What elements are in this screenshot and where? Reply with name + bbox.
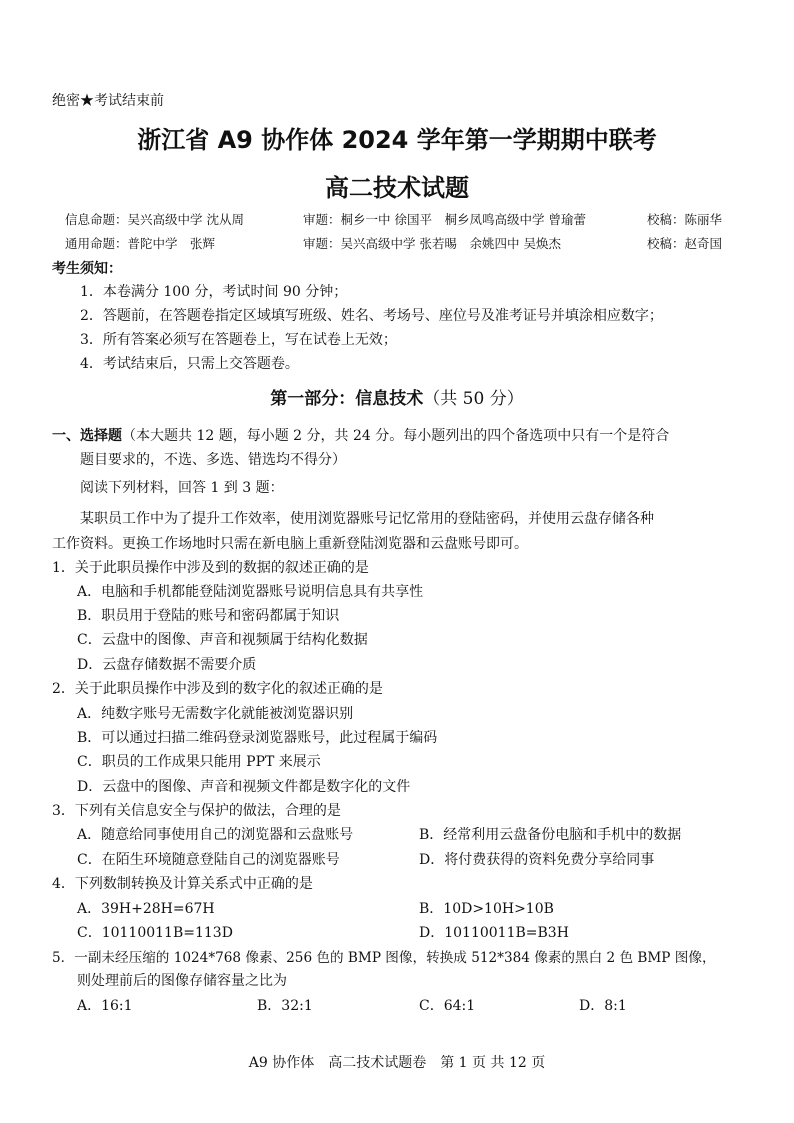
credit-info-author: 信息命题：吴兴高级中学 沈从周 [65, 212, 244, 227]
option-a: A．纯数字账号无需数字化就能被浏览器识别 [77, 706, 354, 722]
option-b: B．职员用于登陆的账号和密码都属于知识 [77, 608, 340, 624]
option-c: C．在陌生环境随意登陆自己的浏览器账号 [77, 852, 340, 868]
exam-subtitle: 高二技术试题 [325, 174, 469, 202]
notice-item: 1．本卷满分 100 分，考试时间 90 分钟； [80, 284, 348, 300]
option-c: C．64:1 [419, 998, 476, 1014]
reading-instruction: 阅读下列材料，回答 1 到 3 题： [80, 480, 284, 496]
credit-info-proofreader: 校稿：陈丽华 [647, 212, 723, 227]
notice-heading: 考生须知： [52, 261, 122, 277]
question-stem: 2．关于此职员操作中涉及到的数字化的叙述正确的是 [52, 681, 383, 697]
option-d: D．10110011B=B3H [419, 925, 569, 941]
question-stem: 5．一副未经压缩的 1024*768 像素、256 色的 BMP 图像，转换成 512*384 像素的黑白 2 色 BMP 图像， [52, 950, 716, 966]
section-title [0, 384, 794, 409]
page-footer: A9 协作体 高二技术试题卷 第 1 页 共 12 页 [248, 1055, 546, 1071]
part-prefix: 一、 [52, 428, 80, 444]
secret-mark: 绝密★考试结束前 [52, 93, 164, 109]
option-a: A．16:1 [77, 998, 133, 1014]
option-d: D．云盘中的图像、声音和视频文件都是数字化的文件 [77, 779, 411, 795]
question-stem: 3．下列有关信息安全与保护的做法，合理的是 [52, 803, 341, 819]
option-a: A．39H+28H=67H [77, 901, 215, 917]
credit-info-reviewer: 审题：桐乡一中 徐国平 桐乡凤鸣高级中学 曾瑜蕾 [303, 212, 586, 227]
part-description-cont: 题目要求的，不选、多选、错选均不得分） [80, 452, 346, 468]
part-description: （本大题共 12 题，每小题 2 分，共 24 分。每小题列出的四个备选项中只有一个是符合 [122, 428, 670, 444]
notice-item: 4．考试结束后，只需上交答题卷。 [80, 356, 299, 372]
credit-general-reviewer: 审题：吴兴高级中学 张若晹 余姚四中 吴焕杰 [303, 236, 561, 251]
option-b: B．可以通过扫描二维码登录浏览器账号，此过程属于编码 [77, 730, 438, 746]
notice-item: 2．答题前，在答题卷指定区域填写班级、姓名、考场号、座位号及准考证号并填涂相应数字； [80, 308, 663, 324]
question-stem: 1．关于此职员操作中涉及到的数据的叙述正确的是 [52, 560, 369, 576]
option-c: C．职员的工作成果只能用 PPT 来展示 [77, 754, 321, 770]
option-a: A．随意给同事使用自己的浏览器和云盘账号 [77, 827, 354, 843]
credit-general-author: 通用命题：普陀中学 张辉 [65, 236, 216, 251]
option-a: A．电脑和手机都能登陆浏览器账号说明信息具有共享性 [77, 584, 424, 600]
reading-passage: 某职员工作中为了提升工作效率，使用浏览器账号记忆常用的登陆密码，并使用云盘存储各种 [80, 511, 654, 527]
reading-passage-cont: 工作资料。更换工作场地时只需在新电脑上重新登陆浏览器和云盘账号即可。 [52, 536, 528, 552]
option-d: D．8:1 [579, 998, 627, 1014]
option-c: C．云盘中的图像、声音和视频属于结构化数据 [77, 632, 368, 648]
credit-general-proofreader: 校稿：赵奇国 [647, 236, 723, 251]
notice-item: 3．所有答案必须写在答题卷上，写在试卷上无效； [80, 332, 397, 348]
option-b: B．32:1 [257, 998, 313, 1014]
section-title-main: 第一部分：信息技术 [270, 389, 424, 409]
part-heading [52, 425, 669, 445]
option-b: B．10D>10H>10B [419, 901, 554, 917]
exam-title: 浙江省 A9 协作体 2024 学年第一学期期中联考 [137, 126, 657, 154]
option-d: D．将付费获得的资料免费分享给同事 [419, 852, 655, 868]
part-name: 选择题 [80, 428, 122, 444]
section-title-score: （共 50 分） [423, 389, 524, 409]
option-b: B．经常利用云盘备份电脑和手机中的数据 [419, 827, 682, 843]
option-d: D．云盘存储数据不需要介质 [77, 657, 257, 673]
question-stem: 4．下列数制转换及计算关系式中正确的是 [52, 876, 313, 892]
question-stem-cont: 则处理前后的图像存储容量之比为 [77, 973, 287, 989]
option-c: C．10110011B=113D [77, 925, 233, 941]
